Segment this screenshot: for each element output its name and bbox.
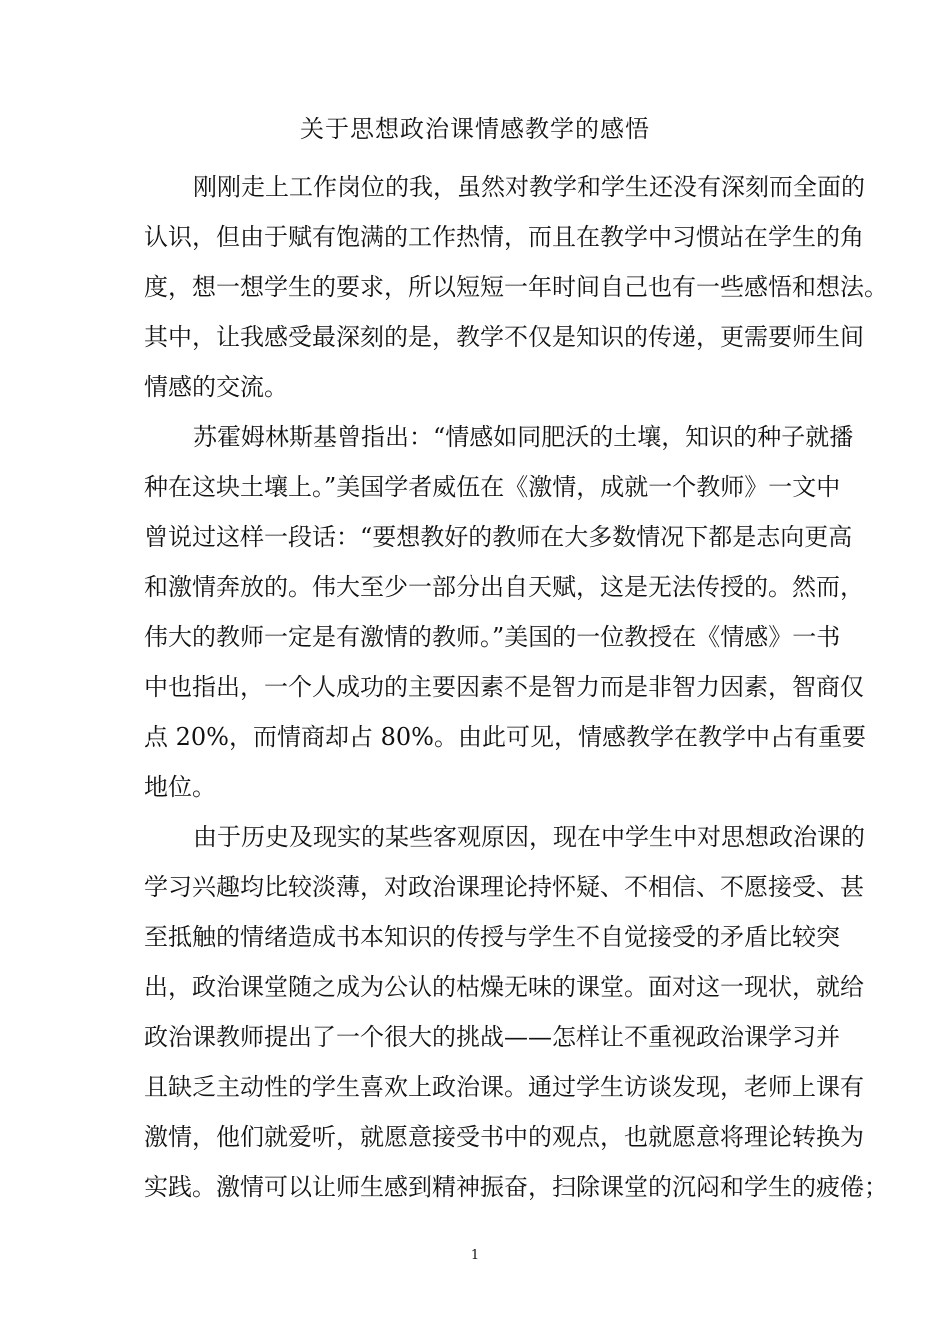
paragraph-2-line-3: 曾说过这样一段话：“要想教好的教师在大多数情况下都是志向更高 <box>144 523 853 551</box>
paragraph-2-line-5: 伟大的教师一定是有激情的教师。”美国的一位教授在《情感》一书 <box>144 623 841 651</box>
paragraph-1-line-4: 其中，让我感受最深刻的是，教学不仅是知识的传递，更需要师生间 <box>144 323 864 351</box>
document-title: 关于思想政治课情感教学的感悟 <box>300 115 650 143</box>
paragraph-3-line-7: 激情，他们就爱听，就愿意接受书中的观点，也就愿意将理论转换为 <box>144 1123 864 1151</box>
paragraph-3-line-8: 实践。激情可以让师生感到精神振奋，扫除课堂的沉闷和学生的疲倦； <box>144 1173 888 1201</box>
page-number: 1 <box>470 1248 480 1263</box>
paragraph-3-line-4: 出，政治课堂随之成为公认的枯燥无味的课堂。面对这一现状，就给 <box>144 973 864 1001</box>
paragraph-2-line-1: 苏霍姆林斯基曾指出：“情感如同肥沃的土壤，知识的种子就播 <box>193 423 854 451</box>
paragraph-3-line-3: 至抵触的情绪造成书本知识的传授与学生不自觉接受的矛盾比较突 <box>144 923 840 951</box>
paragraph-2-line-6: 中也指出，一个人成功的主要因素不是智力而是非智力因素，智商仅 <box>144 673 864 701</box>
paragraph-1-line-5: 情感的交流。 <box>144 373 288 401</box>
paragraph-3-line-2: 学习兴趣均比较淡薄，对政治课理论持怀疑、不相信、不愿接受、甚 <box>144 873 864 901</box>
paragraph-2-line-4: 和激情奔放的。伟大至少一部分出自天赋，这是无法传授的。然而， <box>144 573 864 601</box>
paragraph-3-line-5: 政治课教师提出了一个很大的挑战——怎样让不重视政治课学习并 <box>144 1023 840 1051</box>
paragraph-3-line-6: 且缺乏主动性的学生喜欢上政治课。通过学生访谈发现，老师上课有 <box>144 1073 864 1101</box>
paragraph-2-line-2: 种在这块土壤上。”美国学者威伍在《激情，成就一个教师》一文中 <box>144 473 841 501</box>
paragraph-2-line-7: 点 20%，而情商却占 80%。由此可见，情感教学在教学中占有重要 <box>144 723 866 751</box>
paragraph-2-line-8: 地位。 <box>144 773 216 801</box>
paragraph-1-line-1: 刚刚走上工作岗位的我，虽然对教学和学生还没有深刻而全面的 <box>193 173 865 201</box>
paragraph-1-line-3: 度，想一想学生的要求，所以短短一年时间自己也有一些感悟和想法。 <box>144 273 888 301</box>
paragraph-1-line-2: 认识，但由于赋有饱满的工作热情，而且在教学中习惯站在学生的角 <box>144 223 864 251</box>
paragraph-3-line-1: 由于历史及现实的某些客观原因，现在中学生中对思想政治课的 <box>193 823 865 851</box>
